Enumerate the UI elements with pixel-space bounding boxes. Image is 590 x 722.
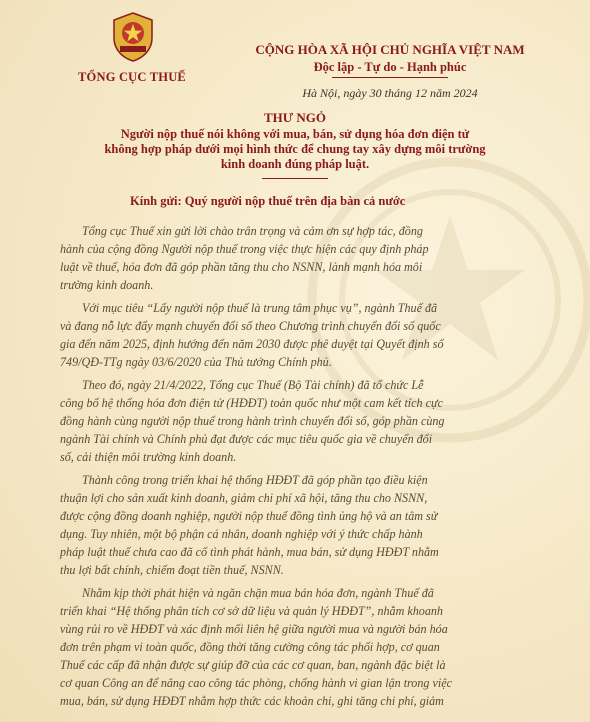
paragraph-line: gia đến năm 2025, định hướng đến năm 2030 được phê duyệt tại Quyết định số: [60, 337, 444, 351]
paragraph: [60, 584, 538, 710]
motto-divider: [332, 77, 448, 78]
paragraph-line: trường kinh doanh.: [60, 278, 154, 292]
letter-subtitle: [100, 127, 490, 172]
paragraph-line: Tổng cục Thuế xin gửi lời chào trân trọng và cảm ơn sự hợp tác, đồng: [82, 224, 423, 238]
paragraph-line: 749/QĐ-TTg ngày 03/6/2020 của Thủ tướng Chính phủ.: [60, 355, 332, 369]
paragraph-line: triển khai “Hệ thống phân tích cơ sở dữ liệu và quản lý HĐĐT”, nhằm khoanh: [60, 604, 443, 618]
paragraph: [60, 222, 538, 294]
paragraph-line: Nhằm kịp thời phát hiện và ngăn chặn mua bán hóa đơn, ngành Thuế đã: [82, 586, 434, 600]
paragraph-line: dụng. Tuy nhiên, một bộ phận cá nhân, doanh nghiệp với ý thức chấp hành: [60, 527, 423, 541]
paragraph-line: vùng rủi ro về HĐĐT và xác định mối liên hệ giữa người mua và người bán hóa: [60, 622, 448, 636]
paragraph-line: Thuế các cấp đã nhận được sự giúp đỡ của các cơ quan, ban, ngành đặc biệt là: [60, 658, 446, 672]
tax-emblem-icon: [112, 12, 154, 62]
subtitle-line: kinh doanh đúng pháp luật.: [220, 157, 370, 171]
paragraph-line: Với mục tiêu “Lấy người nộp thuế là trung tâm phục vụ”, ngành Thuế đã: [82, 301, 438, 315]
paragraph-line: được cộng đồng doanh nghiệp, người nộp thuế đồng tình ủng hộ và an tâm sử: [60, 509, 438, 523]
paragraph: [60, 376, 538, 466]
paragraph-line: và đang nỗ lực đẩy mạnh chuyển đổi số theo Chương trình chuyển đổi số quốc: [60, 319, 441, 333]
paragraph-line: thu lợi bất chính, chiếm đoạt tiền thuế, NSNN.: [60, 563, 284, 577]
paragraph-line: số, cải thiện môi trường kinh doanh.: [60, 450, 237, 464]
paragraph-line: pháp luật thuế chưa cao đã cố tình phát hành, mua bán, sử dụng HĐĐT nhằm: [60, 545, 439, 559]
paragraph-line: hành của cộng đồng Người nộp thuế trong việc thực hiện các quy định pháp: [60, 242, 429, 256]
document-header: [0, 0, 590, 100]
greeting: Kính gửi: Quý người nộp thuế trên địa bàn cả nước: [130, 194, 406, 208]
subtitle-line: Người nộp thuế nói không với mua, bán, sử dụng hóa đơn điện tử: [120, 127, 470, 141]
paragraph: [60, 471, 538, 579]
place-date: Hà Nội, ngày 30 tháng 12 năm 2024: [302, 86, 478, 100]
subtitle-line: không hợp pháp dưới mọi hình thức để chung tay xây dựng môi trường: [104, 142, 486, 156]
paragraph-line: đồng hành cùng người nộp thuế trong hành trình chuyển đổi số, góp phần cùng: [60, 414, 445, 428]
paragraph-line: Thành công trong triển khai hệ thống HĐĐT đã góp phần tạo điều kiện: [82, 473, 428, 487]
letter-body: [60, 222, 538, 715]
paragraph-line: đơn trên phạm vi toàn quốc, đồng thời tăng cường công tác phối hợp, cơ quan: [60, 640, 440, 654]
paragraph-line: ngành Tài chính và Chính phủ đạt được các mục tiêu quốc gia về chuyển đổi: [60, 432, 433, 446]
paragraph: [60, 299, 538, 371]
nation-name: CỘNG HÒA XÃ HỘI CHỦ NGHĨA VIỆT NAM: [255, 42, 525, 57]
paragraph-line: luật về thuế, hóa đơn đã góp phần tăng thu cho NSNN, lành mạnh hóa môi: [60, 260, 423, 274]
paragraph-line: mua, bán, sử dụng HĐĐT nhằm hợp thức các khoản chi, ghi tăng chi phí, giảm: [60, 694, 444, 708]
paragraph-line: thuận lợi cho sản xuất kinh doanh, giảm chi phí xã hội, tăng thu cho NSNN,: [60, 491, 428, 505]
paragraph-line: Theo đó, ngày 21/4/2022, Tổng cục Thuế (Bộ Tài chính) đã tổ chức Lễ: [82, 378, 424, 392]
agency-name: TỔNG CỤC THUẾ: [78, 70, 186, 84]
paragraph-line: công bố hệ thống hóa đơn điện tử (HĐĐT) toàn quốc như một cam kết tích cực: [60, 396, 443, 410]
title-divider: [262, 178, 328, 179]
paragraph-line: cơ quan Công an để nâng cao công tác phòng, chống hành vi gian lận trong việc: [60, 676, 452, 690]
national-motto: Độc lập - Tự do - Hạnh phúc: [313, 60, 467, 74]
letter-title: THƯ NGỎ: [264, 110, 326, 125]
